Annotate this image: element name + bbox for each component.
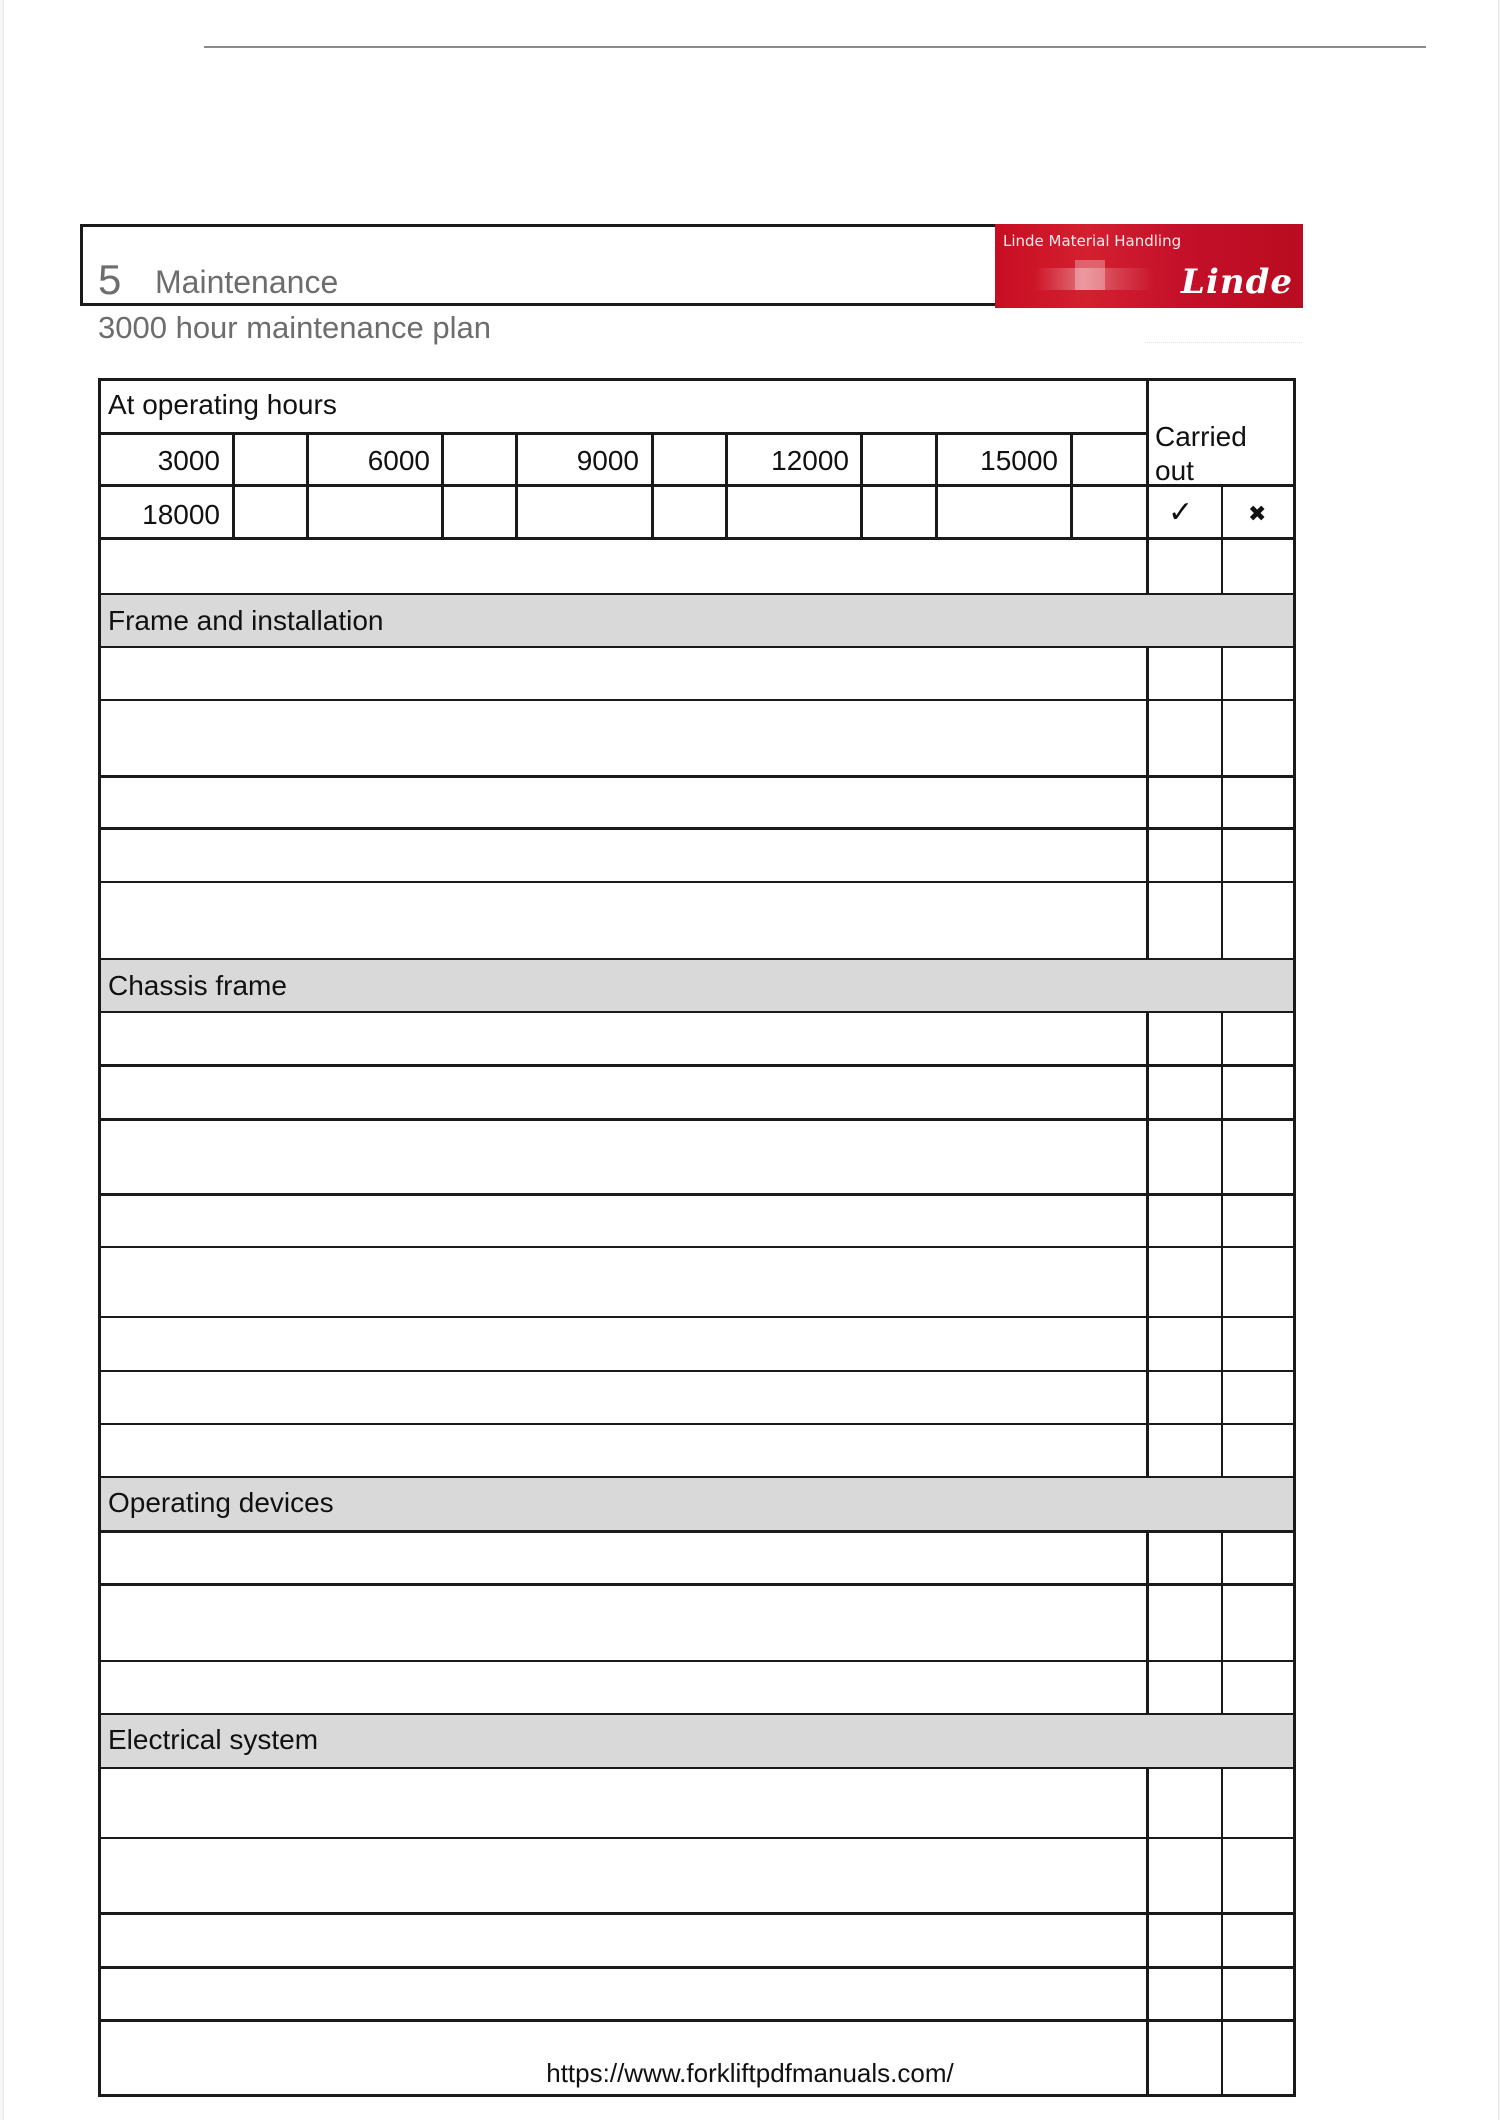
row-line: [98, 1193, 1296, 1196]
row-line: [98, 1246, 1296, 1248]
carried-col-line: [1221, 1011, 1223, 1477]
hours-row2-top: [98, 484, 1147, 487]
row-line: [98, 1660, 1296, 1662]
carried-col-line: [1146, 1530, 1149, 1714]
row-line: [98, 1370, 1296, 1372]
hours-col-line: [1070, 432, 1073, 538]
hours-value: 9000: [576, 445, 639, 476]
row-line: [98, 1966, 1296, 1969]
hours-col-line: [935, 432, 938, 538]
hours-value: 3000: [157, 445, 220, 476]
linde-logo: [995, 224, 1303, 308]
check-icon: ✓: [1168, 496, 1194, 529]
row-line: [98, 881, 1296, 883]
hours-col-line: [515, 432, 518, 538]
row-line: [98, 1713, 1296, 1715]
logo-wordmark: Linde: [1181, 262, 1293, 302]
logo-caption: Linde Material Handling: [1003, 232, 1182, 250]
row-line: [98, 593, 1296, 595]
carried-out-label: Carried out: [1155, 421, 1247, 486]
hours-col-line: [232, 432, 235, 538]
carried-col-line: [1221, 646, 1223, 959]
cross-icon: ✖: [1248, 501, 1267, 526]
row-line: [98, 1476, 1296, 1478]
carried-col-line: [1146, 646, 1149, 959]
carried-col-line: [1221, 1530, 1223, 1714]
hours-col-line: [651, 432, 654, 538]
hours-row1-top: [98, 432, 1147, 435]
row-line: [98, 1583, 1296, 1586]
row-line: [98, 699, 1296, 701]
row-line: [98, 1423, 1296, 1425]
carried-col-line: [1221, 484, 1223, 594]
row-line: [98, 646, 1296, 648]
hours-col-line: [725, 432, 728, 538]
hours-row2-bottom: [98, 537, 1296, 540]
row-line: [98, 827, 1296, 830]
row-line: [98, 1767, 1296, 1769]
carried-col-line: [1146, 1767, 1149, 2097]
chapter-title: Maintenance: [155, 264, 339, 300]
row-line: [98, 1530, 1296, 1533]
section-title-chassis: Chassis frame: [108, 970, 287, 1001]
hours-value: 18000: [142, 499, 220, 530]
row-line: [98, 1064, 1296, 1067]
hours-value: 15000: [980, 445, 1058, 476]
top-rule: [204, 46, 1426, 48]
hours-col-line: [306, 432, 309, 538]
row-line: [98, 2019, 1296, 2022]
carried-col-line: [1221, 1767, 1223, 2097]
row-line: [98, 1837, 1296, 1839]
hours-col-line: [441, 432, 444, 538]
hours-value: 12000: [771, 445, 849, 476]
row-line: [98, 1316, 1296, 1318]
row-line: [98, 1118, 1296, 1121]
section-title-frame: Frame and installation: [108, 605, 384, 636]
header-underline: [1145, 342, 1302, 343]
chapter-number: 5: [98, 256, 122, 303]
section-title-operating: Operating devices: [108, 1487, 334, 1518]
row-line: [98, 775, 1296, 778]
row-line: [98, 1912, 1296, 1915]
footer-url[interactable]: https://www.forkliftpdfmanuals.com/: [546, 2058, 954, 2088]
hours-col-line: [860, 432, 863, 538]
row-line: [98, 958, 1296, 960]
page-subtitle: 3000 hour maintenance plan: [98, 310, 491, 345]
section-title-electrical: Electrical system: [108, 1724, 319, 1755]
carried-col-line: [1146, 1011, 1149, 1477]
hours-value: 6000: [367, 445, 430, 476]
carried-col-line: [1146, 378, 1149, 594]
row-line: [98, 1011, 1296, 1013]
operating-hours-label: At operating hours: [108, 389, 337, 420]
logo-mosaic-square: [1075, 260, 1105, 290]
